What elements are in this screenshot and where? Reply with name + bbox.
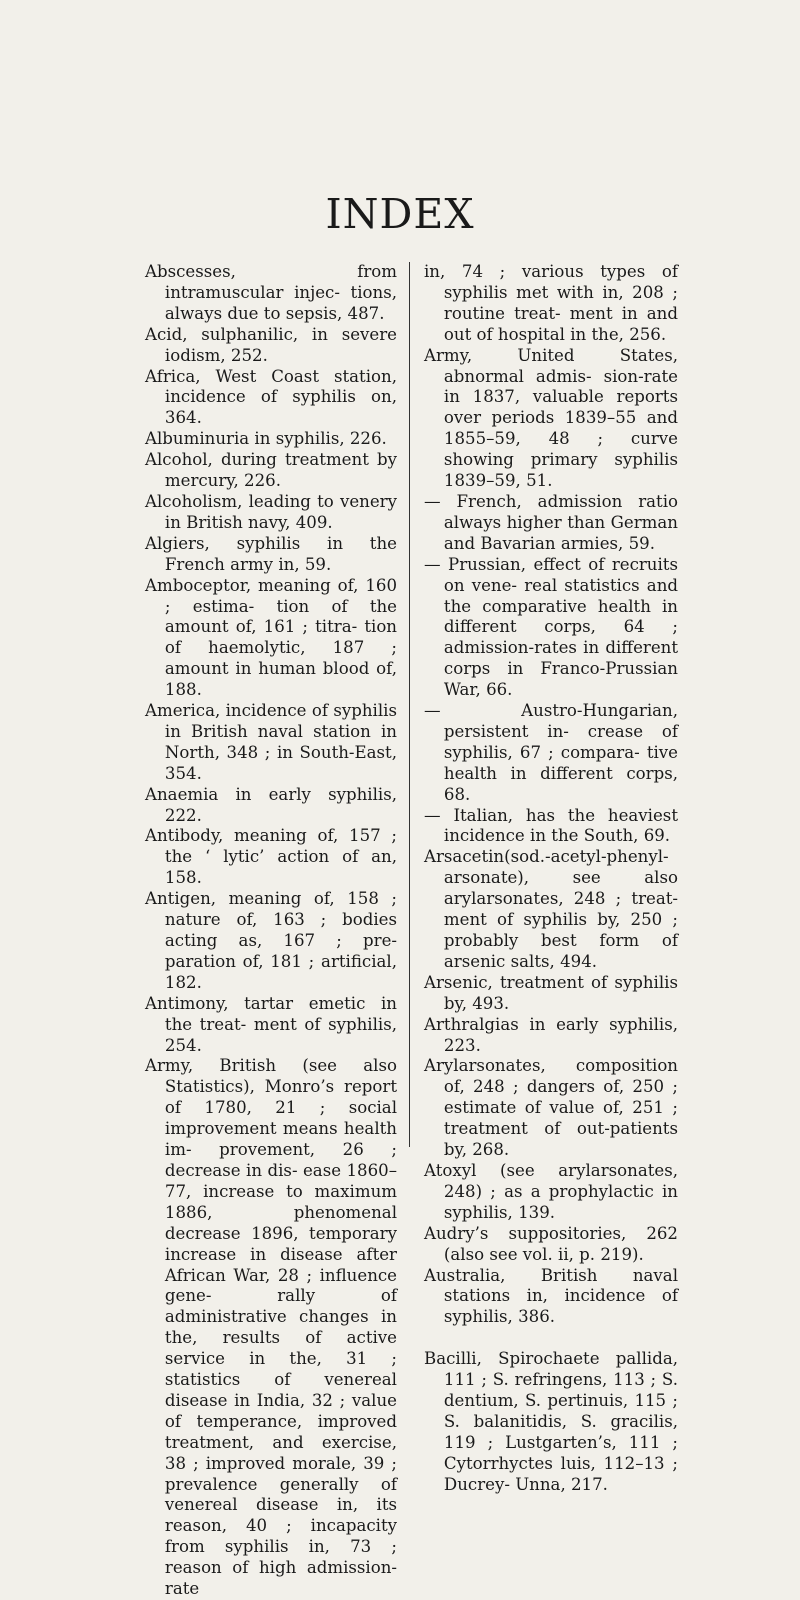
index-entry: Arsenic, treatment of syphilis by, 493. [424,972,678,1013]
index-entry: Atoxyl (see arylarsonates, 248) ; as a prophylactic in syphilis, 139. [424,1160,678,1222]
page-title: INDEX [325,190,475,238]
index-column-right [424,262,678,1496]
index-entry: Antigen, meaning of, 158 ; nature of, 163 ; bodies acting as, 167 ; pre- paration of, 181 ; artificial, 182. [145,889,397,992]
index-entry: Albuminuria in syphilis, 226. [145,429,387,449]
index-entry: Arsacetin(sod.-acetyl-phenyl-arsonate), see also arylarsonates, 248 ; treat- ment of syphilis by, 250 ; probably best form of arsenic salts, 494. [424,847,678,971]
index-entry: — Austro-Hungarian, persistent in- crease of syphilis, 67 ; compara- tive health in different corps, 68. [424,701,678,804]
index-entry: Arylarsonates, composition of, 248 ; dangers of, 250 ; estimate of value of, 251 ; treatment of out-patients by, 268. [424,1056,678,1160]
index-entry: Alcohol, during treatment by mercury, 226. [145,450,397,491]
index-entry: Abscesses, from intramuscular injec- tions, always due to sepsis, 487. [145,262,397,323]
index-entry: in, 74 ; various types of syphilis met with in, 208 ; routine treat- ment in and out of hospital in the, 256. [424,262,678,344]
index-entry: Anaemia in early syphilis, 222. [145,784,397,825]
index-entry: Africa, West Coast station, incidence of syphilis on, 364. [145,366,397,428]
index-entry: Algiers, syphilis in the French army in, 59. [145,533,397,574]
index-column-left [145,262,397,1600]
index-entry: Arthralgias in early syphilis, 223. [424,1014,678,1055]
index-entry: Australia, British naval stations in, incidence of syphilis, 386. [424,1265,678,1327]
index-entry: Antimony, tartar emetic in the treat- ment of syphilis, 254. [145,993,397,1055]
index-entry: Alcoholism, leading to venery in British navy, 409. [145,491,397,532]
index-entry: Audry’s suppositories, 262 (also see vol. ii, p. 219). [424,1223,678,1264]
index-entry: Army, British (see also Statistics), Monro’s report of 1780, 21 ; social improvement means health im- provement, 26 ; decrease in dis- ease 1860–77, increase to maximum 1886, phenomenal decrease 1896, temporary increase in disease after African War, 28 ; influence gene- rally of administrative changes in the, results of active service in the, 31 ; statistics of venereal disease in India, 32 ; value of temperance, improved treatment, and exercise, 38 ; improved morale, 39 ; prevalence generally of venereal disease in, its reason, 40 ; incapacity from syphilis in, 73 ; reason of high admission-rate [145,1056,397,1599]
index-entry: — French, admission ratio always higher than German and Bavarian armies, 59. [424,491,678,553]
index-entry: — Italian, has the heaviest incidence in the South, 69. [424,805,678,846]
index-entry: — Prussian, effect of recruits on vene- real statistics and the comparative health in different corps, 64 ; admission-rates in different corps in Franco-Prussian War, 66. [424,554,678,700]
index-entry: Antibody, meaning of, 157 ; the ‘ lytic’ action of an, 158. [145,826,397,888]
column-divider [409,262,410,1147]
index-entry: Army, United States, abnormal admis- sion-rate in 1837, valuable reports over periods 1839–55 and 1855–59, 48 ; curve showing primary syphilis 1839–59, 51. [424,345,678,491]
index-entry: Bacilli, Spirochaete pallida, 111 ; S. refringens, 113 ; S. dentium, S. pertinuis, 115 ; S. balanitidis, S. gracilis, 119 ; Lustgarten’s, 111 ; Cytorrhyctes luis, 112–13 ; Ducrey- Unna, 217. [424,1349,678,1494]
index-entry: Amboceptor, meaning of, 160 ; estima- tion of the amount of, 161 ; titra- tion of haemolytic, 187 ; amount in human blood of, 188. [145,575,397,700]
index-entry: America, incidence of syphilis in British naval station in North, 348 ; in South-East, 354. [145,701,397,783]
index-entry: Acid, sulphanilic, in severe iodism, 252. [145,324,397,365]
